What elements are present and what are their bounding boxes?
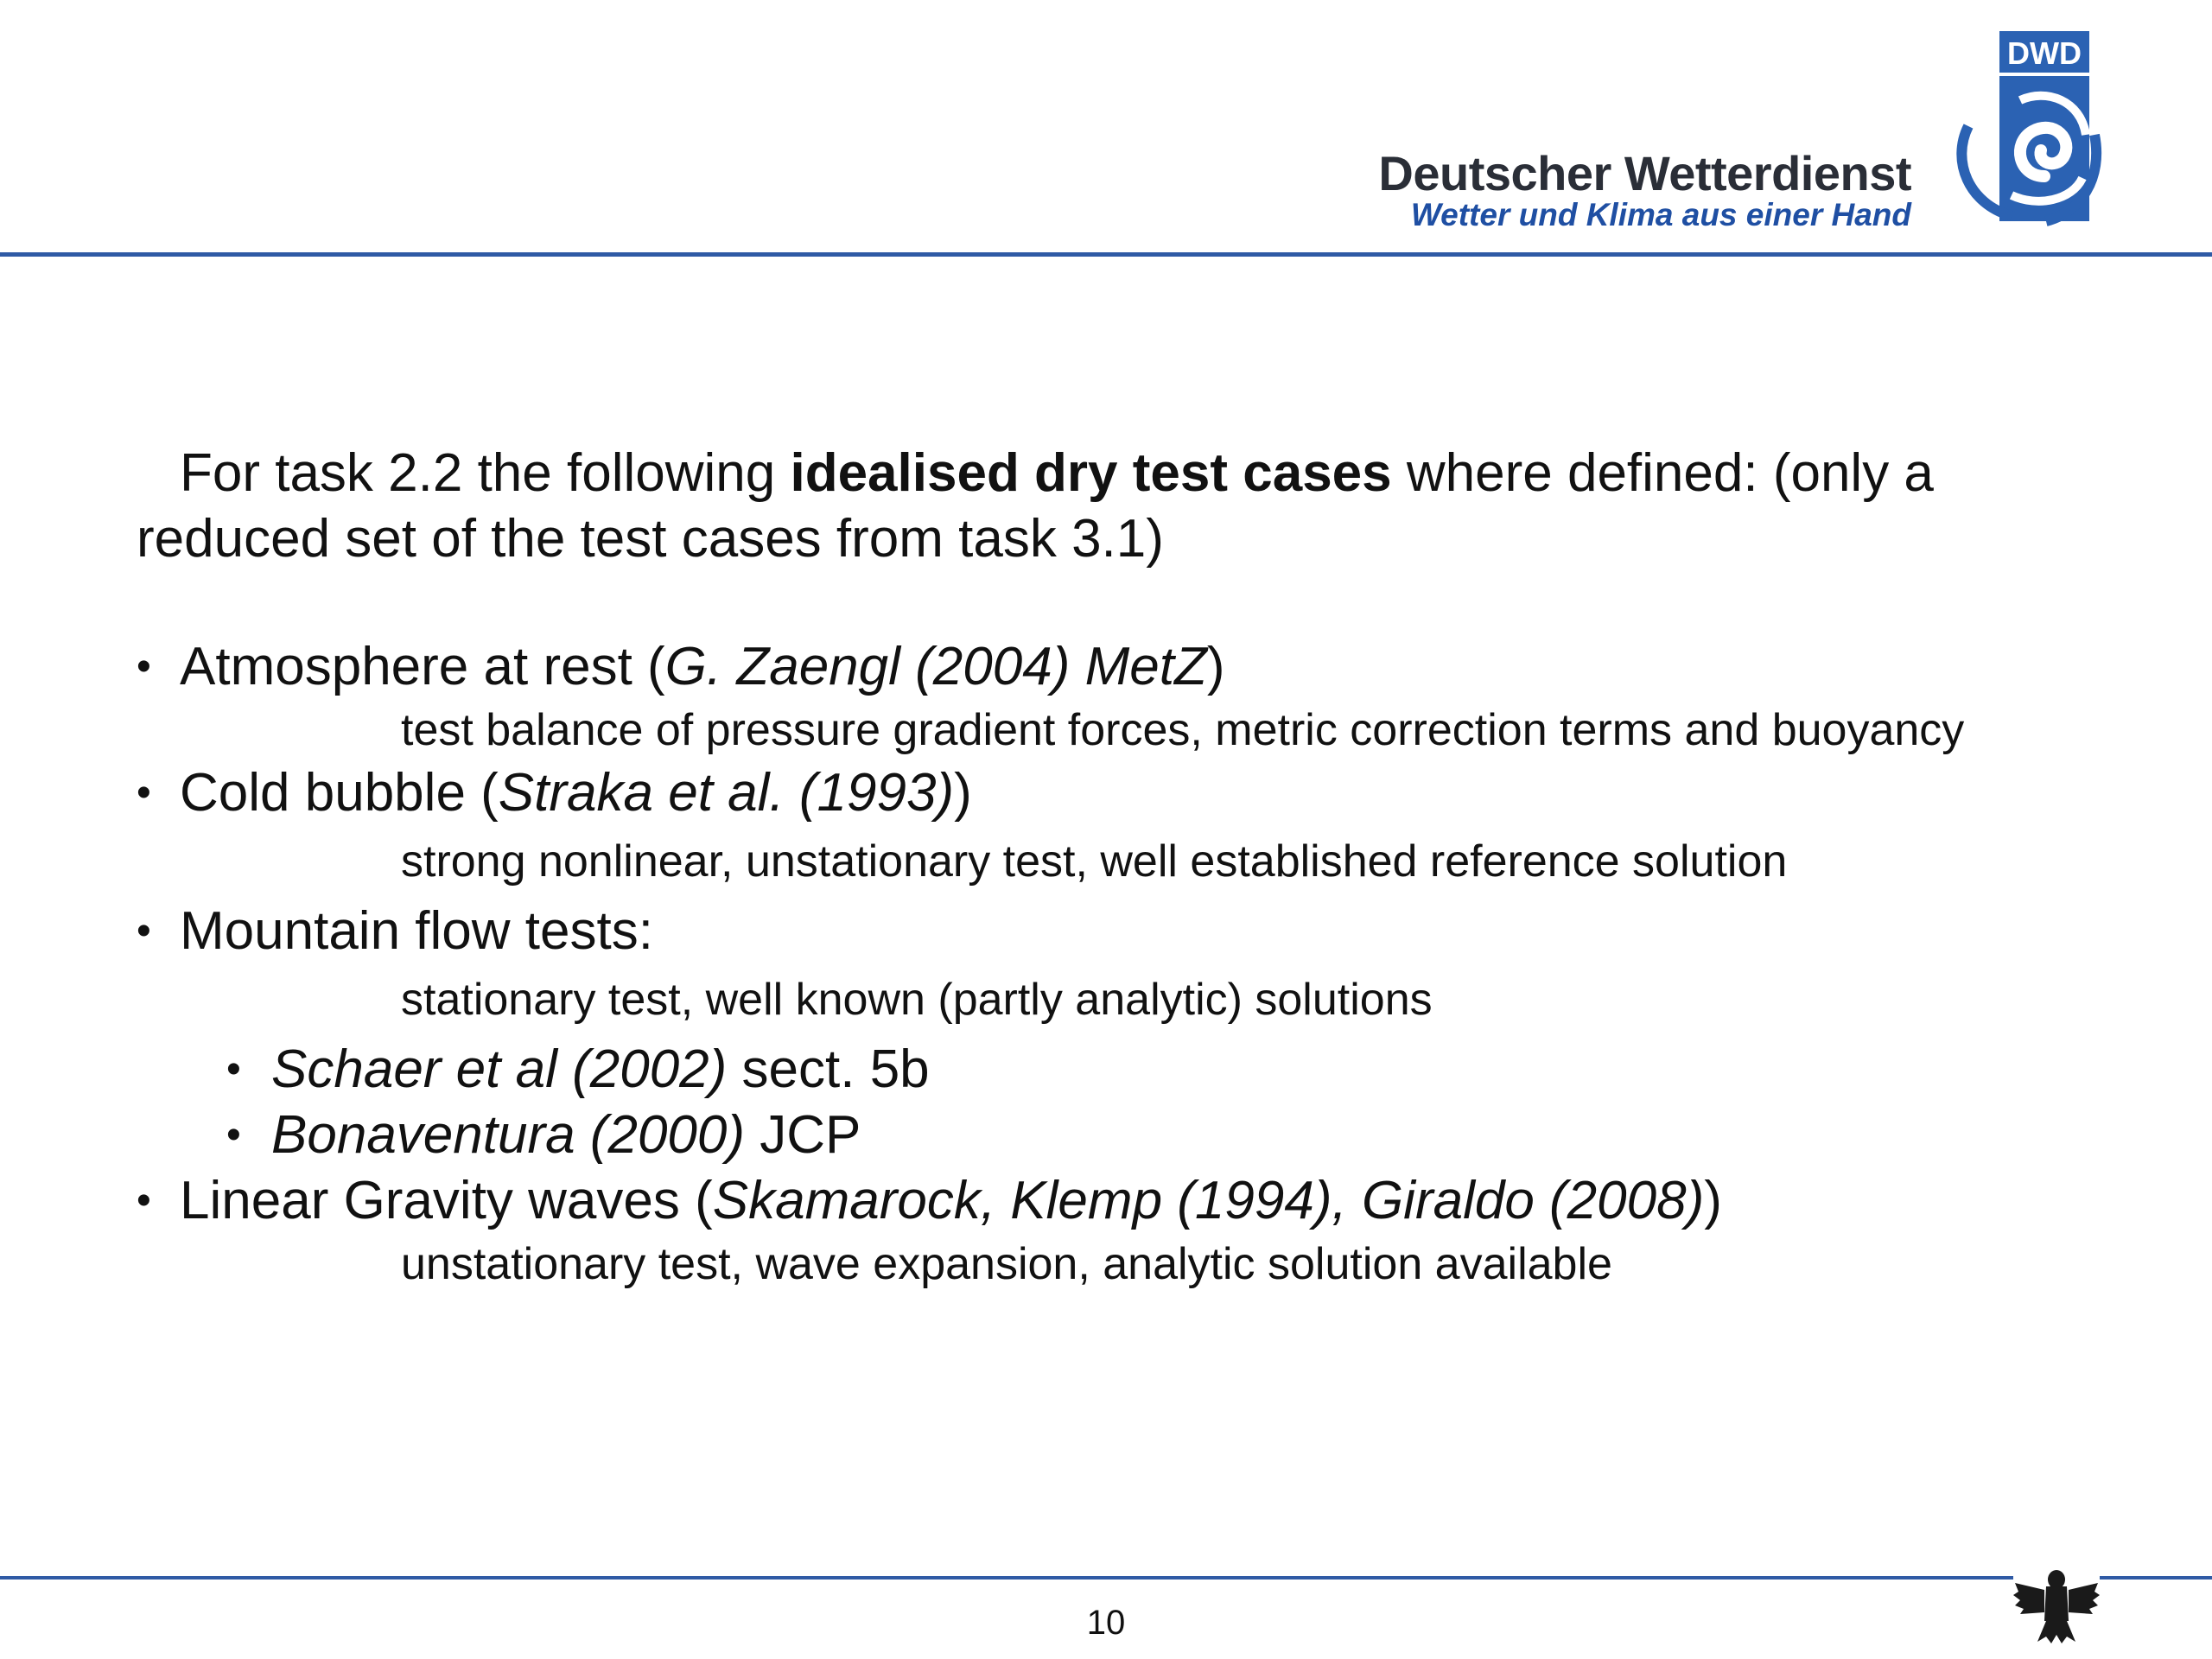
logo-text: DWD: [2007, 35, 2082, 71]
footer-divider: [0, 1576, 2013, 1580]
sub-list-item: • Schaer et al (2002) sect. 5b: [137, 1037, 2124, 1103]
reference: Bonaventura (2000): [271, 1105, 746, 1165]
item-description: strong nonlinear, unstationary test, well established reference solution: [401, 836, 1788, 887]
list-item: • Mountain flow tests: stationary test, well known (partly analytic) solutions: [137, 899, 2124, 1030]
footer-divider-right: [2100, 1576, 2212, 1580]
slide-body: [137, 441, 2124, 1294]
intro-emphasis: idealised dry test cases: [790, 443, 1392, 503]
list-item: • Cold bubble (Straka et al. (1993)) strong nonlinear, unstationary test, well established reference solution: [137, 760, 2124, 892]
intro-paragraph: For task 2.2 the following idealised dry test cases where defined: (only a reduced set of the test cases from task 3.1): [137, 443, 1934, 569]
reference: Skamarock, Klemp (1994), Giraldo (2008): [712, 1171, 1705, 1230]
sub-list-item: • Bonaventura (2000) JCP: [137, 1103, 2124, 1168]
federal-eagle-icon: [2012, 1560, 2101, 1647]
reference: Schaer et al (2002): [271, 1039, 728, 1099]
list-item: • Atmosphere at rest (G. Zaengl (2004) MetZ) test balance of pressure gradient forces, metric correction terms and buoyancy: [137, 634, 2124, 760]
page-number: 10: [1086, 1604, 1126, 1642]
item-description: unstationary test, wave expansion, analytic solution available: [401, 1239, 1612, 1289]
header-divider: [0, 252, 2212, 257]
org-name: Deutscher Wetterdienst: [1378, 146, 1911, 200]
slide-header: [0, 0, 2212, 259]
reference: G. Zaengl (2004) MetZ: [664, 637, 1207, 696]
org-slogan: Wetter und Klima aus einer Hand: [1410, 197, 1911, 232]
list-item: • Linear Gravity waves (Skamarock, Klemp (1994), Giraldo (2008)) unstationary test, wave expansion, analytic solution available: [137, 1168, 2124, 1294]
reference: Straka et al. (1993): [498, 763, 955, 823]
dwd-logo-icon: [1942, 31, 2103, 230]
test-case-list: [137, 634, 2124, 1294]
item-description: stationary test, well known (partly analytic) solutions: [401, 975, 1433, 1025]
item-description: test balance of pressure gradient forces, metric correction terms and buoyancy: [401, 705, 1965, 755]
